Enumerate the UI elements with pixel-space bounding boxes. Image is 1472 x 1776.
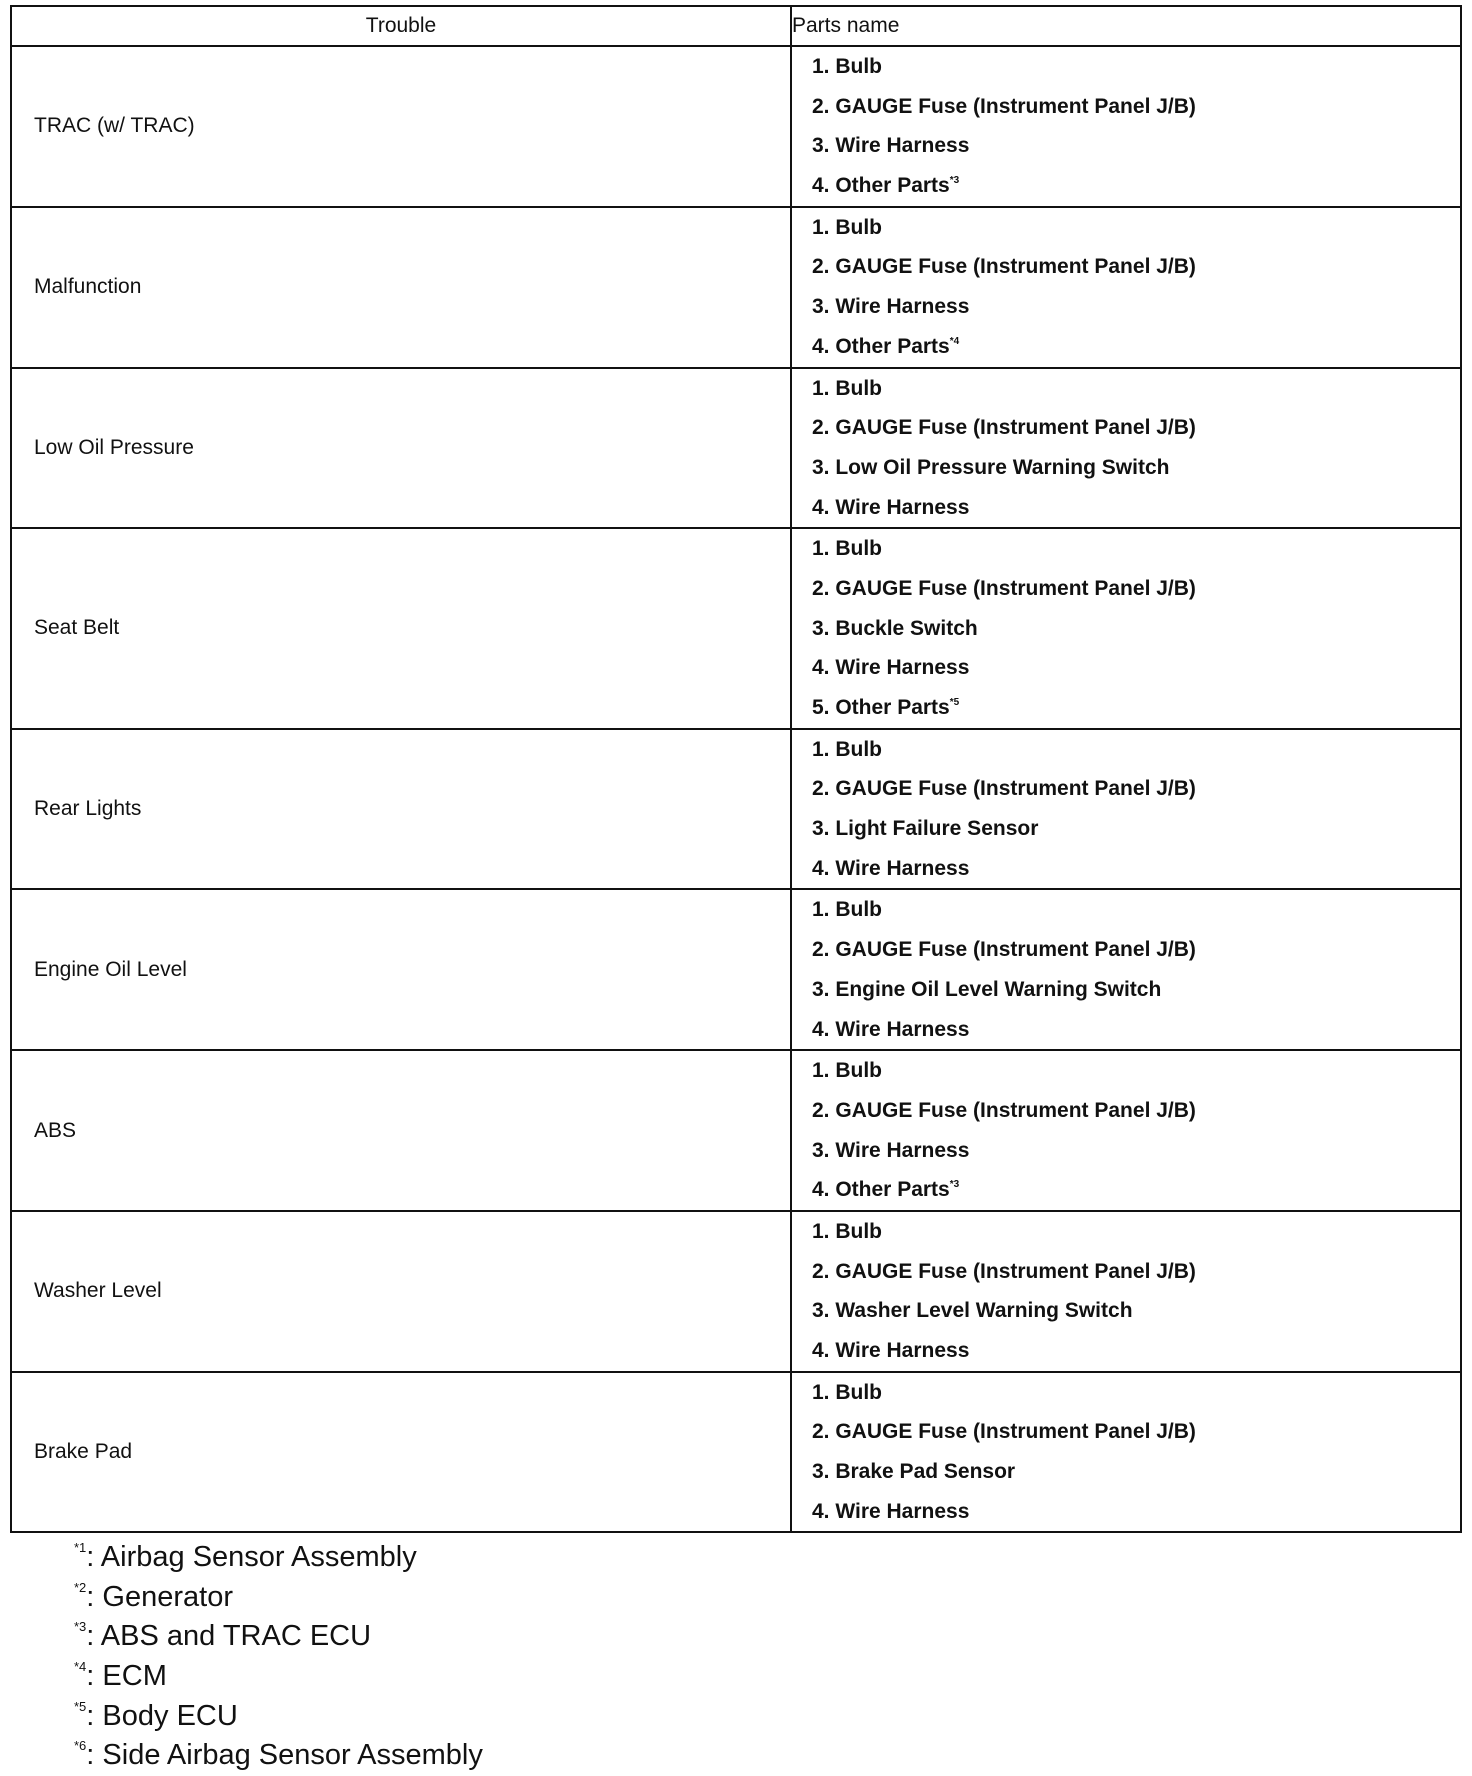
part-item [812,849,1460,889]
part-item-text: 1. Bulb [812,898,883,922]
parts-cell [791,46,1461,207]
part-item [812,87,1460,127]
part-item-text: 5. Other Parts [812,696,950,719]
part-item [812,1131,1460,1171]
trouble-cell: Engine Oil Level [11,889,791,1050]
part-item [812,970,1460,1010]
table-row [11,889,1461,1050]
part-item [812,1291,1460,1331]
footnote-mark: *5 [74,1698,87,1714]
part-item-text: 1. Bulb [812,537,883,561]
parts-cell [791,889,1461,1050]
trouble-cell: TRAC (w/ TRAC) [11,46,791,207]
part-item [812,1170,1460,1210]
part-item-text: 1. Bulb [812,737,883,761]
part-item [812,890,1460,930]
part-item [812,1412,1460,1452]
footnote-mark: *6 [74,1738,87,1754]
table-body [11,46,1461,1532]
part-item [812,327,1460,367]
part-item-text: 4. Other Parts [812,1178,950,1202]
part-item [812,247,1460,287]
part-item-text: 2. GAUGE Fuse (Instrument Panel J/B) [812,1098,1196,1122]
part-item-text: 3. Light Failure Sensor [812,817,1039,841]
trouble-cell: Low Oil Pressure [11,368,791,529]
trouble-cell: Brake Pad [11,1372,791,1533]
footnote-item [74,1657,483,1697]
footnote-text: : ABS and TRAC ECU [86,1620,372,1653]
footnote-mark: *1 [74,1540,87,1555]
footnote-text: : Airbag Sensor Assembly [86,1541,417,1573]
parts-cell [791,1211,1461,1372]
part-item [812,1091,1460,1131]
part-item-text: 4. Wire Harness [812,495,970,519]
footnote-item [74,1736,483,1776]
part-item-text: 4. Wire Harness [812,1017,970,1041]
table-row [11,207,1461,368]
trouble-parts-table [10,5,1462,1533]
trouble-cell: Washer Level [11,1211,791,1372]
part-item-text: 4. Wire Harness [812,1339,970,1362]
part-item [812,287,1460,327]
part-item-text: 3. Engine Oil Level Warning Switch [812,977,1162,1001]
part-item [812,408,1460,448]
part-item-text: 2. GAUGE Fuse (Instrument Panel J/B) [812,1420,1196,1444]
part-item-text: 2. GAUGE Fuse (Instrument Panel J/B) [812,1259,1196,1283]
part-item-text: 2. GAUGE Fuse (Instrument Panel J/B) [812,938,1196,962]
footnote-item [74,1538,483,1578]
parts-cell [791,368,1461,529]
footnote-text: : Body ECU [86,1699,238,1732]
footnote-reference: *4 [949,335,960,347]
part-item-text: 2. GAUGE Fuse (Instrument Panel J/B) [812,255,1196,279]
part-item [812,1051,1460,1091]
trouble-cell: Rear Lights [11,729,791,890]
part-item-text: 2. GAUGE Fuse (Instrument Panel J/B) [812,416,1196,440]
part-item [812,730,1460,770]
part-item [812,569,1460,609]
footnote-text: : Side Airbag Sensor Assembly [86,1739,483,1772]
footnotes [74,1538,483,1776]
part-item [812,208,1460,248]
part-item-text: 4. Other Parts [812,334,950,358]
part-item [812,1373,1460,1413]
part-item-text: 2. GAUGE Fuse (Instrument Panel J/B) [812,94,1196,118]
part-item [812,1331,1460,1371]
footnote-mark: *2 [74,1579,87,1595]
part-item-text: 1. Bulb [812,376,883,400]
parts-cell [791,207,1461,368]
part-item [812,166,1460,206]
part-item-text: 1. Bulb [812,1219,883,1243]
footnote-reference: *5 [949,697,960,708]
table-row [11,1211,1461,1372]
part-item [812,609,1460,649]
parts-cell [791,1372,1461,1533]
table-row [11,1050,1461,1211]
header-trouble: Trouble [11,6,791,46]
part-item-text: 4. Wire Harness [812,1499,970,1523]
part-item-text: 4. Wire Harness [812,856,970,880]
part-item-text: 1. Bulb [812,1059,883,1083]
part-item [812,769,1460,809]
part-item-text: 3. Buckle Switch [812,616,978,640]
footnote-mark: *3 [74,1619,87,1635]
footnote-reference: *3 [949,1179,960,1191]
part-item-text: 1. Bulb [812,1380,883,1404]
part-item-text: 3. Wire Harness [812,134,970,158]
trouble-cell: Malfunction [11,207,791,368]
part-item [812,448,1460,488]
parts-cell [791,528,1461,728]
trouble-cell: Seat Belt [11,528,791,728]
part-item [812,47,1460,87]
footnote-item [74,1617,483,1657]
footnote-text: : Generator [86,1580,233,1613]
part-item [812,930,1460,970]
table-row [11,1372,1461,1533]
part-item-text: 2. GAUGE Fuse (Instrument Panel J/B) [812,777,1196,801]
footnote-item [74,1697,483,1737]
part-item [812,1252,1460,1292]
part-item-text: 3. Wire Harness [812,295,970,319]
part-item [812,648,1460,688]
part-item-text: 3. Low Oil Pressure Warning Switch [812,455,1170,479]
part-item-text: 3. Brake Pad Sensor [812,1460,1016,1484]
part-item [812,1212,1460,1252]
part-item-text: 3. Wire Harness [812,1138,970,1162]
part-item [812,1010,1460,1050]
part-item [812,488,1460,528]
part-item-text: 1. Bulb [812,55,883,78]
part-item [812,1452,1460,1492]
part-item [812,529,1460,569]
part-item [812,126,1460,166]
part-item [812,688,1460,728]
table-row [11,46,1461,207]
part-item-text: 4. Other Parts [812,174,950,198]
footnote-text: : ECM [86,1660,167,1693]
footnote-item [74,1578,483,1618]
table-header-row [11,6,1461,46]
part-item-text: 4. Wire Harness [812,656,970,680]
table-row [11,729,1461,890]
part-item-text: 1. Bulb [812,215,883,239]
header-parts-name: Parts name [791,6,1461,46]
parts-cell [791,729,1461,890]
part-item [812,809,1460,849]
trouble-cell: ABS [11,1050,791,1211]
footnote-mark: *4 [74,1659,87,1675]
part-item [812,1492,1460,1532]
part-item-text: 2. GAUGE Fuse (Instrument Panel J/B) [812,576,1196,600]
parts-cell [791,1050,1461,1211]
part-item-text: 3. Washer Level Warning Switch [812,1299,1133,1323]
footnote-reference: *3 [949,175,960,187]
table-row [11,368,1461,529]
table-row [11,528,1461,728]
part-item [812,369,1460,409]
trouble-parts-table-container [10,5,1462,1533]
